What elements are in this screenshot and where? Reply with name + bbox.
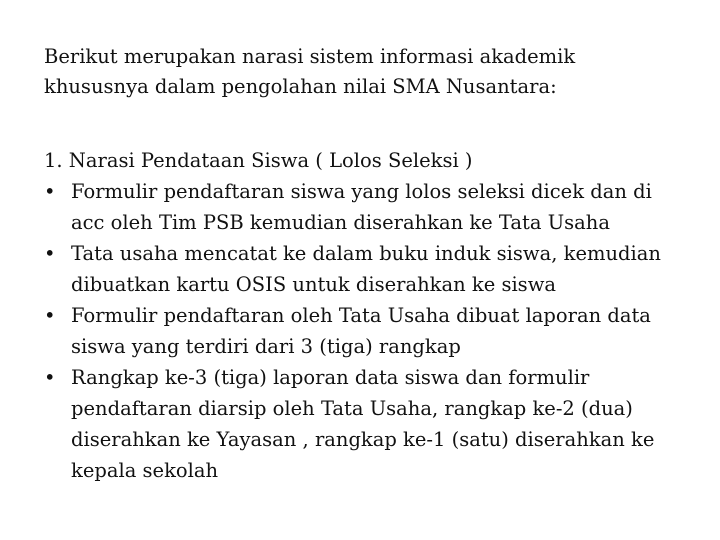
bullet-line: pendaftaran diarsip oleh Tata Usaha, rangkap ke-2 (dua) xyxy=(71,397,633,420)
bullet-text xyxy=(71,176,680,238)
bullet-line: Tata usaha mencatat ke dalam buku induk siswa, kemudian xyxy=(71,242,661,265)
bullet-icon: • xyxy=(44,366,56,389)
bullet-line: Formulir pendaftaran oleh Tata Usaha dibuat laporan data xyxy=(71,304,651,327)
bullet-line: dibuatkan kartu OSIS untuk diserahkan ke siswa xyxy=(71,273,557,296)
list-item xyxy=(44,300,680,362)
bullet-icon: • xyxy=(44,242,56,265)
bullet-icon: • xyxy=(44,304,56,327)
list-item xyxy=(44,238,680,300)
list-item xyxy=(44,176,680,238)
bullet-text xyxy=(71,300,680,362)
intro-paragraph xyxy=(44,42,644,102)
bullet-line: Rangkap ke-3 (tiga) laporan data siswa dan formulir xyxy=(71,366,590,389)
bullet-icon: • xyxy=(44,180,56,203)
intro-line: Berikut merupakan narasi sistem informasi akademik xyxy=(44,45,576,68)
bullet-line: kepala sekolah xyxy=(71,459,219,482)
bullet-text xyxy=(71,238,680,300)
bullet-line: Formulir pendaftaran siswa yang lolos seleksi dicek dan di xyxy=(71,180,652,203)
section-heading: 1. Narasi Pendataan Siswa ( Lolos Seleksi ) xyxy=(44,149,473,172)
list-item xyxy=(44,362,680,486)
bullet-line: siswa yang terdiri dari 3 (tiga) rangkap xyxy=(71,335,461,358)
bullet-text xyxy=(71,362,680,486)
bullet-line: acc oleh Tim PSB kemudian diserahkan ke Tata Usaha xyxy=(71,211,610,234)
bullet-list xyxy=(44,176,680,486)
bullet-line: diserahkan ke Yayasan , rangkap ke-1 (satu) diserahkan ke xyxy=(71,428,655,451)
intro-line: khususnya dalam pengolahan nilai SMA Nusantara: xyxy=(44,75,557,98)
